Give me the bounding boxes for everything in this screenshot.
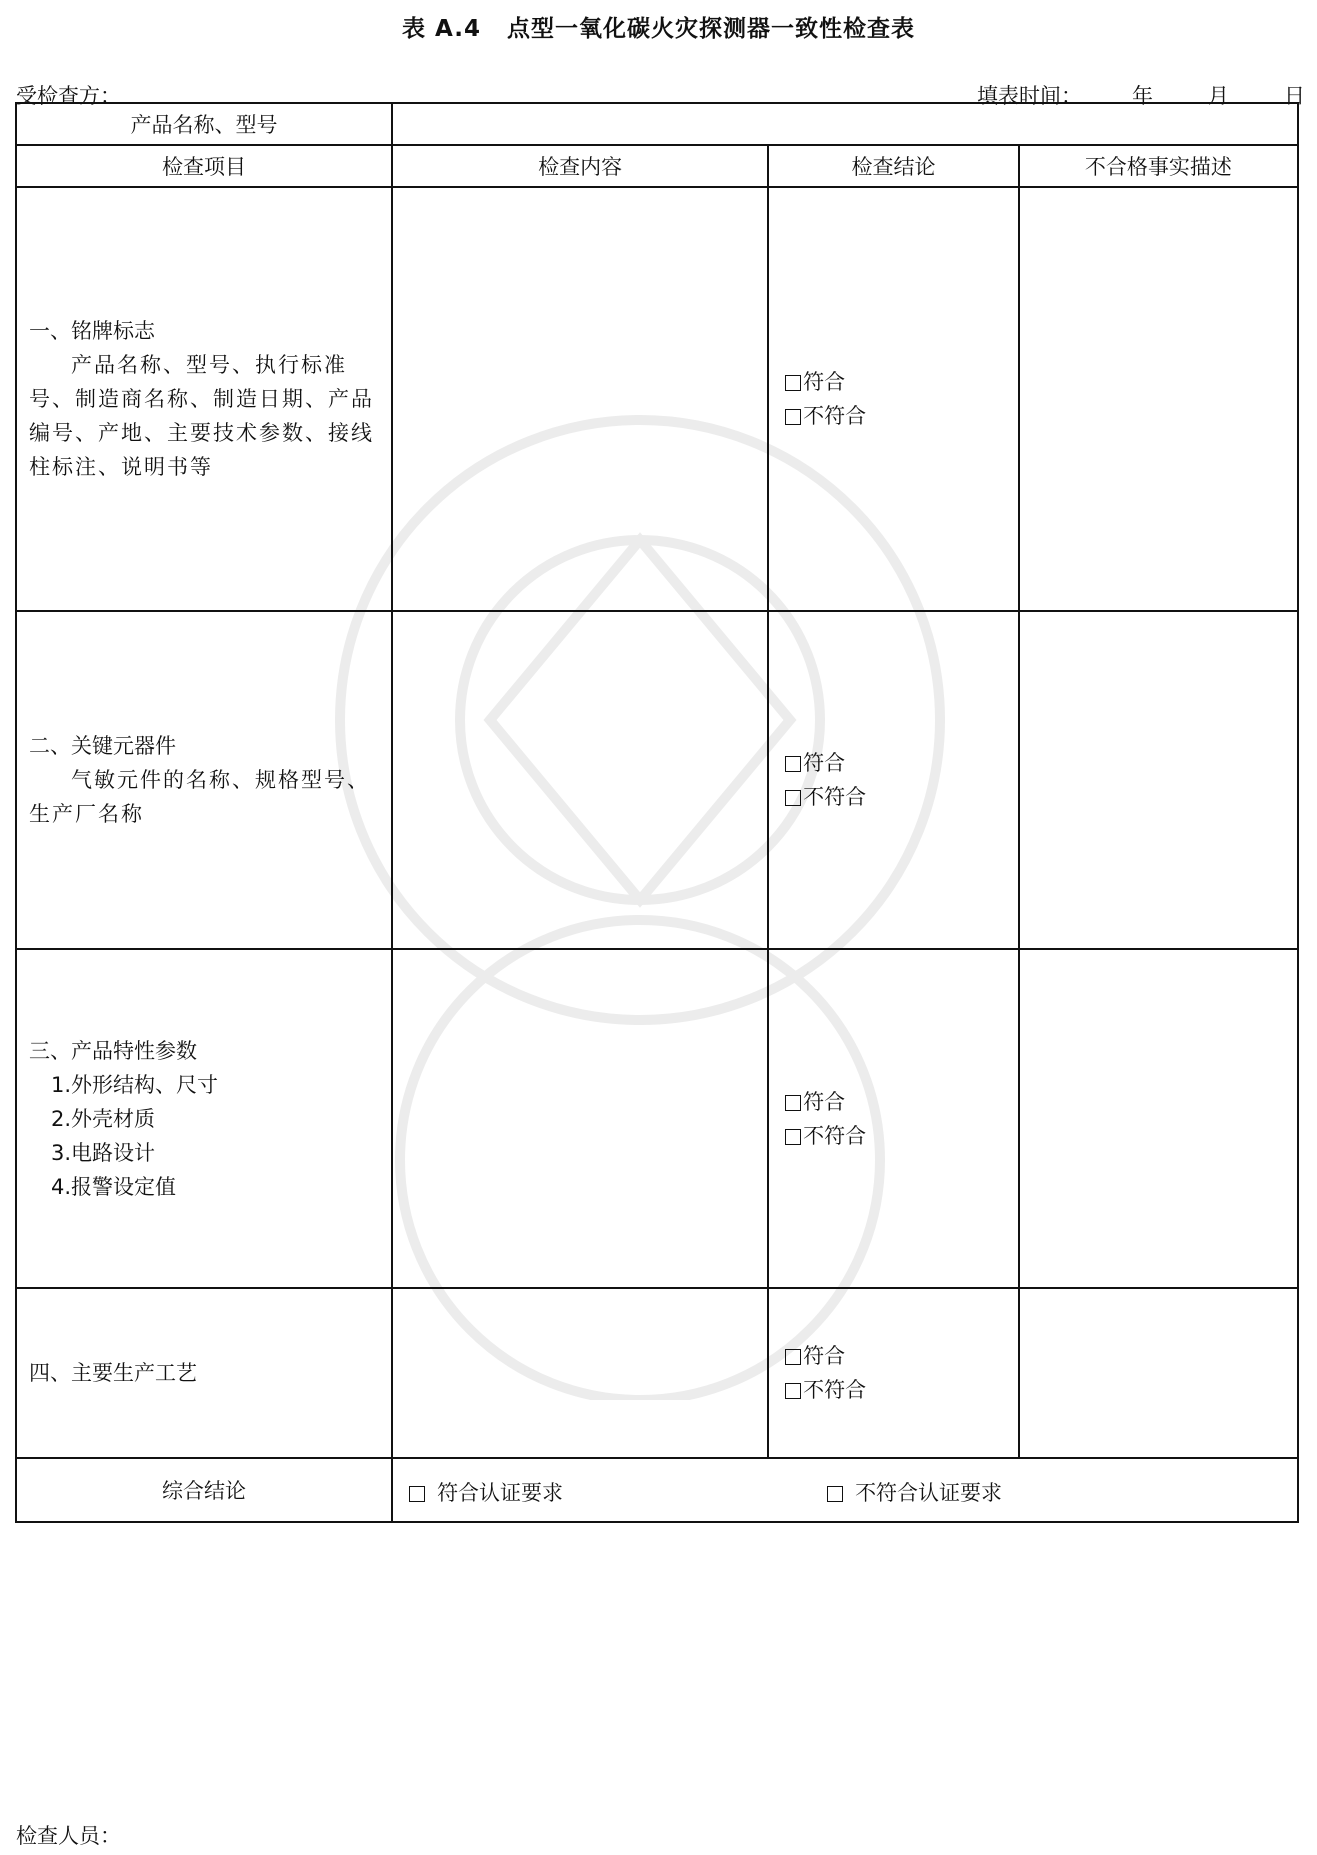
conclusion-cell <box>768 949 1019 1288</box>
subitem: 2.外壳材质 <box>51 1106 156 1131</box>
header-row <box>16 145 1298 187</box>
header-item: 检查项目 <box>16 145 392 187</box>
product-row <box>16 103 1298 145</box>
year-label: 年 <box>1132 84 1153 108</box>
summary-option-nonconform[interactable]: 不符合认证要求 <box>827 1477 1002 1507</box>
option-nonconform[interactable]: 不符合 <box>785 1373 1018 1407</box>
summary-option-conform[interactable]: 符合认证要求 <box>409 1477 563 1507</box>
table-row <box>16 187 1298 611</box>
content-cell[interactable] <box>392 611 768 949</box>
day-label: 日 <box>1284 84 1305 108</box>
summary-label: 综合结论 <box>16 1458 392 1522</box>
content-cell[interactable] <box>392 1288 768 1458</box>
summary-row <box>16 1458 1298 1522</box>
option-nonconform[interactable]: 不符合 <box>785 399 1018 433</box>
product-label: 产品名称、型号 <box>16 103 392 145</box>
conclusion-cell <box>768 1288 1019 1458</box>
item-body: 气敏元件的名称、规格型号、生产厂名称 <box>29 768 370 826</box>
option-conform[interactable]: 符合 <box>785 1085 1018 1119</box>
checkbox-icon[interactable] <box>785 1383 801 1399</box>
table-title <box>0 10 1317 43</box>
conclusion-cell <box>768 611 1019 949</box>
header-content: 检查内容 <box>392 145 768 187</box>
checkbox-icon[interactable] <box>785 790 801 806</box>
checkbox-icon[interactable] <box>785 409 801 425</box>
nonconformity-cell[interactable] <box>1019 949 1298 1288</box>
option-nonconform[interactable]: 不符合 <box>785 1119 1018 1153</box>
conclusion-cell <box>768 187 1019 611</box>
item-cell <box>16 611 392 949</box>
item-heading: 一、铭牌标志 <box>29 319 155 343</box>
content-cell[interactable] <box>392 187 768 611</box>
product-value-field[interactable] <box>392 103 1298 145</box>
header-conclusion: 检查结论 <box>768 145 1019 187</box>
checkbox-icon[interactable] <box>827 1486 843 1502</box>
checkbox-icon[interactable] <box>785 756 801 772</box>
table-row <box>16 1288 1298 1458</box>
inspection-table <box>15 102 1299 1523</box>
option-conform[interactable]: 符合 <box>785 1339 1018 1373</box>
inspected-party-label: 受检查方： <box>16 84 121 108</box>
item-heading: 四、主要生产工艺 <box>29 1361 197 1385</box>
table-row <box>16 611 1298 949</box>
table-number: 表 A.4 <box>402 16 481 42</box>
subitem: 1.外形结构、尺寸 <box>51 1072 219 1097</box>
fill-time-label: 填表时间： <box>977 84 1082 108</box>
item-body: 产品名称、型号、执行标准号、制造商名称、制造日期、产品编号、产地、主要技术参数、接线柱标注、说明书等 <box>29 353 374 479</box>
nonconformity-cell[interactable] <box>1019 187 1298 611</box>
summary-options <box>392 1458 1298 1522</box>
item-cell <box>16 949 392 1288</box>
item-heading: 二、关键元器件 <box>29 734 176 758</box>
subitem: 4.报警设定值 <box>51 1174 177 1199</box>
item-heading: 三、产品特性参数 <box>29 1038 197 1063</box>
checkbox-icon[interactable] <box>785 375 801 391</box>
option-conform[interactable]: 符合 <box>785 746 1018 780</box>
checkbox-icon[interactable] <box>785 1349 801 1365</box>
inspector-label: 检查人员： <box>16 1824 121 1848</box>
month-label: 月 <box>1208 84 1229 108</box>
nonconformity-cell[interactable] <box>1019 1288 1298 1458</box>
table-row <box>16 949 1298 1288</box>
item-cell <box>16 187 392 611</box>
nonconformity-cell[interactable] <box>1019 611 1298 949</box>
option-nonconform[interactable]: 不符合 <box>785 780 1018 814</box>
checkbox-icon[interactable] <box>785 1095 801 1111</box>
checkbox-icon[interactable] <box>409 1486 425 1502</box>
content-cell[interactable] <box>392 949 768 1288</box>
option-conform[interactable]: 符合 <box>785 365 1018 399</box>
table-title-text: 点型一氧化碳火灾探测器一致性检查表 <box>506 16 915 42</box>
subitem: 3.电路设计 <box>51 1140 156 1165</box>
header-nonconformity: 不合格事实描述 <box>1019 145 1298 187</box>
checkbox-icon[interactable] <box>785 1129 801 1145</box>
item-cell <box>16 1288 392 1458</box>
